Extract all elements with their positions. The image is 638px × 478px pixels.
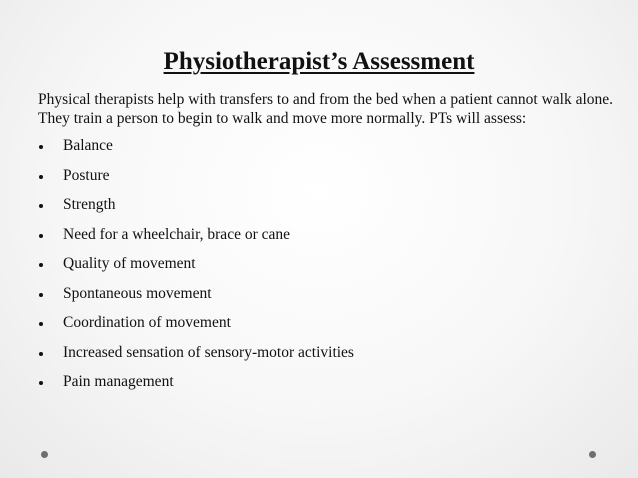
bullet-item bbox=[38, 284, 354, 314]
bullet-item bbox=[38, 166, 354, 196]
bullet-dot-icon bbox=[39, 352, 43, 356]
bullet-item bbox=[38, 343, 354, 373]
bullet-list bbox=[38, 136, 354, 402]
bullet-text: Strength bbox=[63, 196, 116, 213]
bullet-dot-icon bbox=[39, 263, 43, 267]
bullet-item bbox=[38, 254, 354, 284]
bullet-item bbox=[38, 136, 354, 166]
bullet-text: Balance bbox=[63, 137, 113, 154]
bullet-dot-icon bbox=[39, 293, 43, 297]
bullet-text: Coordination of movement bbox=[63, 314, 231, 331]
bullet-dot-icon bbox=[39, 381, 43, 385]
intro-paragraph: Physical therapists help with transfers to and from the bed when a patient cannot walk alone. They train a person to begin to walk and move more normally. PTs will assess: bbox=[38, 91, 614, 127]
bullet-item bbox=[38, 313, 354, 343]
decorative-dot-icon bbox=[589, 451, 596, 458]
bullet-dot-icon bbox=[39, 175, 43, 179]
bullet-text: Need for a wheelchair, brace or cane bbox=[63, 225, 290, 243]
slide-title: Physiotherapist’s Assessment bbox=[163, 48, 475, 75]
bullet-dot-icon bbox=[39, 234, 43, 238]
bullet-dot-icon bbox=[39, 145, 43, 149]
bullet-item bbox=[38, 225, 354, 255]
bullet-text: Spontaneous movement bbox=[63, 284, 212, 302]
decorative-dot-icon bbox=[41, 451, 48, 458]
bullet-text: Increased sensation of sensory-motor activities bbox=[63, 343, 354, 361]
bullet-text: Pain management bbox=[63, 373, 174, 390]
bullet-text: Posture bbox=[63, 166, 110, 184]
bullet-dot-icon bbox=[39, 204, 43, 208]
bullet-text: Quality of movement bbox=[63, 255, 196, 272]
bullet-item bbox=[38, 372, 354, 402]
bullet-item bbox=[38, 195, 354, 225]
bullet-dot-icon bbox=[39, 322, 43, 326]
